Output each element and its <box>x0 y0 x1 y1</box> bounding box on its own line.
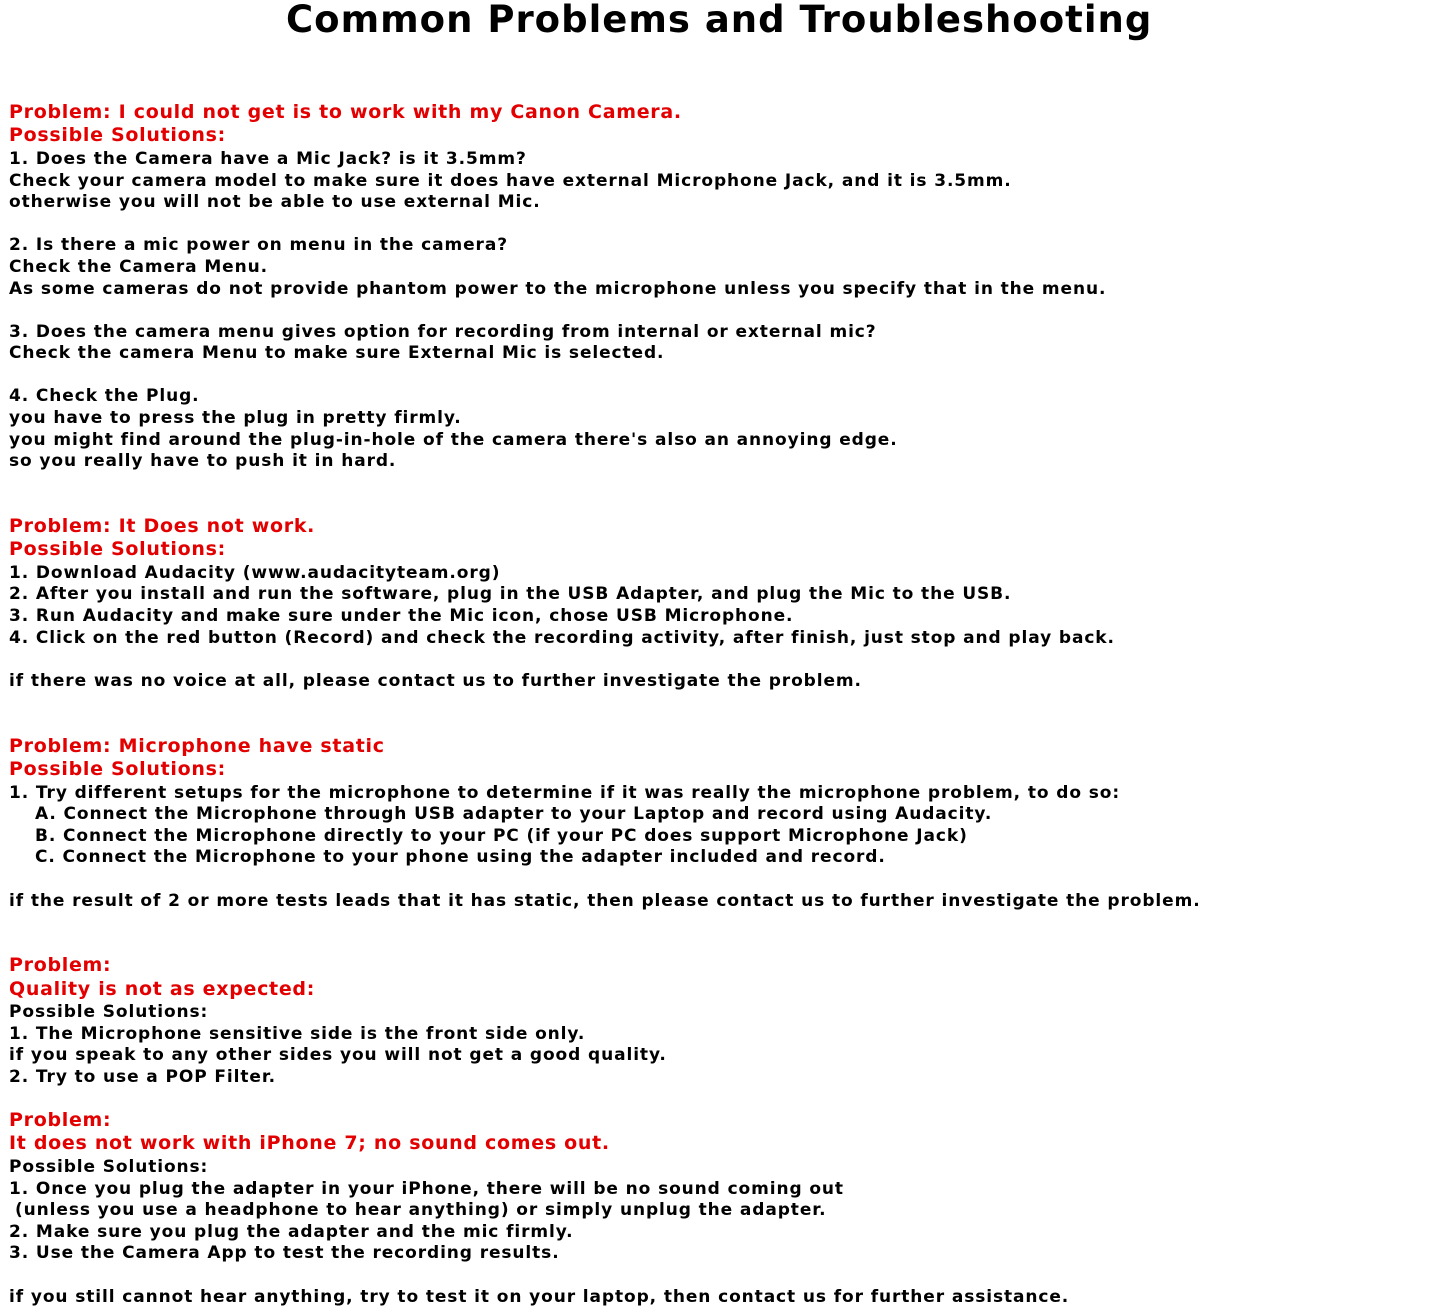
solution-line: 2. Try to use a POP Filter. <box>9 1067 277 1087</box>
solution-line: 4. Click on the red button (Record) and check the recording activity, after finish, just stop and play back. <box>9 628 1115 648</box>
solution-line: 2. Is there a mic power on menu in the camera? <box>9 235 508 255</box>
solutions-heading: Possible Solutions: <box>9 1002 209 1022</box>
solution-line: 1. The Microphone sensitive side is the front side only. <box>9 1024 586 1044</box>
solution-line: if there was no voice at all, please contact us to further investigate the problem. <box>9 671 862 691</box>
solutions-heading: Possible Solutions: <box>9 1157 209 1177</box>
solution-line: 3. Use the Camera App to test the recording results. <box>9 1243 560 1263</box>
solution-line: A. Connect the Microphone through USB adapter to your Laptop and record using Audacity. <box>35 804 993 824</box>
solution-line: 3. Run Audacity and make sure under the Mic icon, chose USB Microphone. <box>9 606 794 626</box>
solution-line: 1. Does the Camera have a Mic Jack? is it 3.5mm? <box>9 149 527 169</box>
page-title: Common Problems and Troubleshooting <box>286 0 1153 41</box>
solution-line: 4. Check the Plug. <box>9 386 200 406</box>
problem-label: Problem: <box>9 954 112 976</box>
solution-line: 3. Does the camera menu gives option for recording from internal or external mic? <box>9 322 877 342</box>
solution-line: B. Connect the Microphone directly to your PC (if your PC does support Microphone Jack) <box>35 826 968 846</box>
problem-heading: Quality is not as expected: <box>9 978 316 1000</box>
solution-line: if you still cannot hear anything, try to test it on your laptop, then contact us for further assistance. <box>9 1287 1070 1307</box>
solution-line: 2. Make sure you plug the adapter and the mic firmly. <box>9 1222 574 1242</box>
solution-line: Check your camera model to make sure it does have external Microphone Jack, and it is 3.5mm. <box>9 171 1012 191</box>
solution-line: Check the camera Menu to make sure External Mic is selected. <box>9 343 665 363</box>
solution-line: (unless you use a headphone to hear anything) or simply unplug the adapter. <box>15 1200 827 1220</box>
problem-heading: Problem: I could not get is to work with my Canon Camera. <box>9 101 682 123</box>
solution-line: if the result of 2 or more tests leads that it has static, then please contact us to further investigate the problem. <box>9 891 1201 911</box>
solutions-heading: Possible Solutions: <box>9 758 226 780</box>
solution-line: otherwise you will not be able to use external Mic. <box>9 192 541 212</box>
solution-line: Check the Camera Menu. <box>9 257 268 277</box>
solution-line: As some cameras do not provide phantom power to the microphone unless you specify that in the menu. <box>9 279 1107 299</box>
solution-line: 2. After you install and run the software, plug in the USB Adapter, and plug the Mic to the USB. <box>9 584 1012 604</box>
solution-line: if you speak to any other sides you will not get a good quality. <box>9 1045 667 1065</box>
solution-line: 1. Download Audacity (www.audacityteam.org) <box>9 563 501 583</box>
solution-line: C. Connect the Microphone to your phone using the adapter included and record. <box>35 847 886 867</box>
solution-line: 1. Try different setups for the microphone to determine if it was really the microphone problem, to do so: <box>9 783 1121 803</box>
solution-line: so you really have to push it in hard. <box>9 451 397 471</box>
solutions-heading: Possible Solutions: <box>9 538 226 560</box>
solution-line: you have to press the plug in pretty firmly. <box>9 408 462 428</box>
solutions-heading: Possible Solutions: <box>9 124 226 146</box>
problem-heading: Problem: Microphone have static <box>9 735 385 757</box>
problem-heading: It does not work with iPhone 7; no sound comes out. <box>9 1132 610 1154</box>
problem-heading: Problem: It Does not work. <box>9 515 316 537</box>
solution-line: you might find around the plug-in-hole of the camera there's also an annoying edge. <box>9 430 898 450</box>
problem-label: Problem: <box>9 1109 112 1131</box>
solution-line: 1. Once you plug the adapter in your iPhone, there will be no sound coming out <box>9 1179 844 1199</box>
